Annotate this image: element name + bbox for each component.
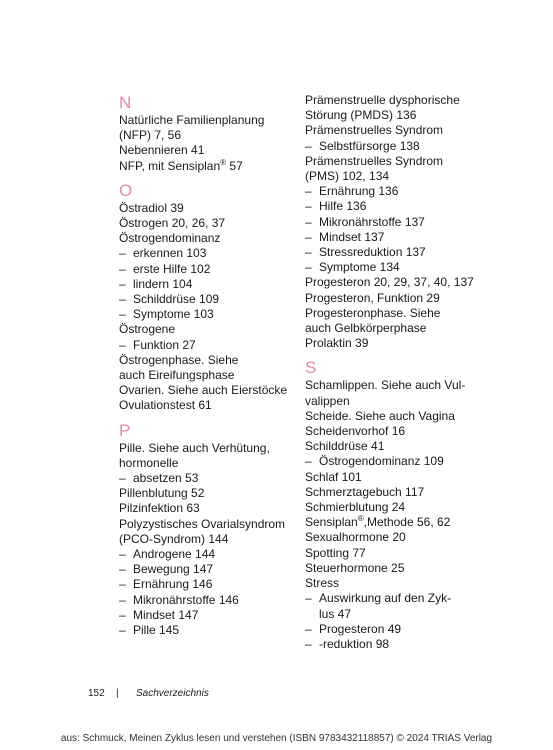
- entry-text: Androgene 144: [133, 547, 216, 562]
- entry-text: Progesteronphase. Siehe: [305, 305, 441, 320]
- entry-text: (PCO-Syndrom) 144: [119, 531, 229, 546]
- entry-text: Progesteron, Funktion 29: [305, 290, 440, 305]
- index-entry: [305, 424, 480, 439]
- index-subentry: [305, 260, 480, 275]
- running-title: Sachverzeichnis: [136, 688, 209, 699]
- index-subentry: [119, 338, 299, 353]
- index-column-left: [119, 94, 299, 638]
- entry-text: Progesteron 20, 29, 37, 40, 137: [305, 275, 474, 290]
- section-letter: S: [305, 358, 317, 378]
- index-entry: [305, 439, 480, 454]
- index-entry: [119, 143, 299, 158]
- index-subentry: [119, 307, 299, 322]
- section-letter: N: [119, 93, 132, 112]
- subentry-dash: –: [119, 577, 126, 592]
- footer-separator: |: [116, 688, 119, 699]
- index-entry: [305, 394, 480, 409]
- subentry-dash: –: [119, 292, 126, 307]
- entry-text: Prämenstruelles Syndrom: [305, 153, 444, 168]
- subentry-dash: –: [305, 214, 312, 229]
- index-entry: [119, 159, 299, 174]
- index-entry: [305, 470, 480, 485]
- entry-text: Symptome 134: [319, 260, 400, 275]
- subentry-dash: –: [119, 276, 126, 291]
- index-subentry: [305, 230, 480, 245]
- entry-text: Selbstfürsorge 138: [319, 138, 420, 153]
- entry-text: Östrogendominanz: [119, 231, 221, 246]
- index-subentry: [305, 215, 480, 230]
- entry-text: Sensiplan: [305, 515, 358, 530]
- subentry-dash: –: [119, 562, 126, 577]
- entry-text: lindern 104: [133, 276, 193, 291]
- entry-text: Ovulationstest 61: [119, 398, 212, 413]
- entry-pages: 57: [226, 158, 243, 173]
- index-subentry: [305, 637, 480, 652]
- index-subentry: [119, 292, 299, 307]
- index-subentry: [119, 471, 299, 486]
- index-entry: [119, 501, 299, 516]
- entry-text: valippen: [305, 393, 350, 408]
- index-entry: [119, 201, 299, 216]
- entry-text: Sexualhormone 20: [305, 530, 406, 545]
- entry-text: erste Hilfe 102: [133, 261, 211, 276]
- subentry-dash: –: [119, 261, 126, 276]
- index-subentry: [119, 608, 299, 623]
- entry-text: Hilfe 136: [319, 199, 367, 214]
- subentry-dash: –: [305, 229, 312, 244]
- index-subentry: [305, 622, 480, 637]
- subentry-dash: –: [305, 636, 312, 651]
- index-subentry: [305, 607, 480, 622]
- subentry-dash: –: [119, 623, 126, 638]
- entry-text: Symptome 103: [133, 307, 214, 322]
- entry-text: Bewegung 147: [133, 562, 214, 577]
- index-entry: [119, 486, 299, 501]
- index-entry: [305, 154, 480, 169]
- index-entry: [305, 500, 480, 515]
- entry-text: Natürliche Familienplanung: [119, 113, 265, 127]
- entry-text: Spotting 77: [305, 545, 366, 560]
- index-entry: [305, 546, 480, 561]
- index-entry: [119, 128, 299, 143]
- entry-text: Schmierblutung 24: [305, 500, 406, 515]
- entry-text: Scheide. Siehe auch Vagina: [305, 408, 455, 423]
- entry-text: (NFP) 7, 56: [119, 128, 182, 143]
- entry-text: hormonelle: [119, 455, 179, 470]
- subentry-dash: –: [119, 547, 126, 562]
- page-footer: [88, 687, 209, 700]
- index-entry: [305, 409, 480, 424]
- entry-text: auch Gelbkörperphase: [305, 321, 427, 336]
- entry-text: Funktion 27: [133, 337, 196, 352]
- entry-text: Nebennieren 41: [119, 143, 205, 158]
- entry-text: Pillenblutung 52: [119, 486, 205, 501]
- index-entry: [305, 123, 480, 138]
- entry-text: lus 47: [319, 606, 352, 621]
- index-subentry: [305, 139, 480, 154]
- index-subentry: [119, 547, 299, 562]
- entry-text: Mikronährstoffe 146: [133, 592, 239, 607]
- entry-text: Schmerztagebuch 117: [305, 484, 425, 499]
- entry-pages: ,Methode 56, 62: [363, 515, 451, 530]
- index-subentry: [305, 591, 480, 606]
- index-subentry: [119, 577, 299, 592]
- entry-text: Mikronährstoffe 137: [319, 214, 425, 229]
- entry-text: Schilddrüse 41: [305, 439, 385, 454]
- index-subentry: [119, 623, 299, 638]
- entry-text: auch Eireifungsphase: [119, 368, 235, 383]
- index-entry: [305, 485, 480, 500]
- source-citation: aus: Schmuck, Meinen Zyklus lesen und verstehen (ISBN 9783432118857) © 2024 TRIAS Verlag: [60, 733, 493, 744]
- entry-text: Polyzystisches Ovarialsyndrom: [119, 516, 286, 531]
- entry-text: Ernährung 146: [133, 577, 213, 592]
- entry-text: Östrogene: [119, 322, 176, 337]
- subentry-dash: –: [305, 454, 312, 469]
- index-subentry: [305, 199, 480, 214]
- entry-text: Ovarien. Siehe auch Eierstöcke: [119, 383, 288, 398]
- registered-mark: ®: [220, 157, 227, 167]
- index-entry: [305, 93, 480, 108]
- entry-text: Östrogen 20, 26, 37: [119, 216, 226, 231]
- index-entry: [305, 336, 480, 351]
- index-entry: [305, 378, 480, 393]
- entry-text: Auswirkung auf den Zyk-: [319, 591, 452, 606]
- subentry-dash: –: [119, 337, 126, 352]
- index-entry: [305, 275, 480, 290]
- index-entry: [305, 321, 480, 336]
- entry-text: Östradiol 39: [119, 200, 184, 215]
- index-subentry: [305, 184, 480, 199]
- entry-text: Progesteron 49: [319, 621, 402, 636]
- subentry-dash: –: [305, 199, 312, 214]
- entry-text: NFP, mit Sensiplan: [119, 158, 221, 173]
- registered-mark: ®: [357, 514, 364, 524]
- index-subentry: [119, 593, 299, 608]
- entry-text: -reduktion 98: [319, 636, 390, 651]
- index-subentry: [119, 562, 299, 577]
- entry-text: absetzen 53: [133, 471, 199, 486]
- index-entry: [305, 169, 480, 184]
- subentry-dash: –: [119, 592, 126, 607]
- index-entry: [119, 517, 299, 532]
- index-subentry: [305, 454, 480, 469]
- subentry-dash: –: [305, 184, 312, 199]
- subentry-dash: –: [305, 591, 312, 606]
- entry-text: Störung (PMDS) 136: [305, 108, 417, 123]
- index-entry: [119, 383, 299, 398]
- index-entry: [119, 231, 299, 246]
- index-entry: [305, 561, 480, 576]
- entry-text: Stress: [305, 576, 340, 591]
- entry-text: Scheidenvorhof 16: [305, 424, 406, 439]
- index-column-right: [305, 94, 480, 653]
- entry-text: Mindset 147: [133, 607, 199, 622]
- subentry-dash: –: [119, 307, 126, 322]
- index-subentry: [119, 262, 299, 277]
- subentry-dash: –: [305, 621, 312, 636]
- subentry-dash: –: [119, 246, 126, 261]
- index-entry: [119, 216, 299, 231]
- entry-text: Pille. Siehe auch Verhütung,: [119, 440, 270, 455]
- subentry-dash: –: [119, 607, 126, 622]
- index-entry: [305, 108, 480, 123]
- page-number: 152: [88, 688, 105, 699]
- subentry-dash: –: [119, 471, 126, 486]
- entry-text: Steuerhormone 25: [305, 560, 405, 575]
- index-entry: [119, 113, 299, 128]
- entry-text: erkennen 103: [133, 246, 207, 261]
- index-entry: [305, 530, 480, 545]
- index-entry: [119, 322, 299, 337]
- entry-text: Schamlippen. Siehe auch Vul-: [305, 378, 466, 393]
- entry-text: Prolaktin 39: [305, 336, 369, 351]
- index-entry: [119, 368, 299, 383]
- entry-text: Stressreduktion 137: [319, 245, 426, 260]
- section-letter: P: [119, 420, 131, 440]
- index-entry: [305, 576, 480, 591]
- index-entry: [305, 306, 480, 321]
- entry-text: Östrogenphase. Siehe: [119, 352, 239, 367]
- entry-text: Östrogendominanz 109: [319, 454, 444, 469]
- index-subentry: [305, 245, 480, 260]
- entry-text: Schilddrüse 109: [133, 292, 220, 307]
- subentry-dash: –: [305, 260, 312, 275]
- entry-text: (PMS) 102, 134: [305, 169, 390, 184]
- index-entry: [305, 515, 480, 530]
- index-entry: [119, 441, 299, 456]
- index-entry: [119, 353, 299, 368]
- index-entry: [305, 291, 480, 306]
- entry-text: Prämenstruelle dysphorische: [305, 93, 460, 107]
- section-letter: O: [119, 180, 133, 200]
- subentry-dash: –: [305, 138, 312, 153]
- index-entry: [119, 532, 299, 547]
- index-subentry: [119, 277, 299, 292]
- entry-text: Pilzinfektion 63: [119, 501, 200, 516]
- entry-text: Pille 145: [133, 623, 180, 638]
- subentry-dash: –: [305, 245, 312, 260]
- entry-text: Prämenstruelles Syndrom: [305, 123, 444, 138]
- index-entry: [119, 456, 299, 471]
- entry-text: Mindset 137: [319, 229, 385, 244]
- index-entry: [119, 398, 299, 413]
- index-subentry: [119, 246, 299, 261]
- entry-text: Ernährung 136: [319, 184, 399, 199]
- entry-text: Schlaf 101: [305, 469, 362, 484]
